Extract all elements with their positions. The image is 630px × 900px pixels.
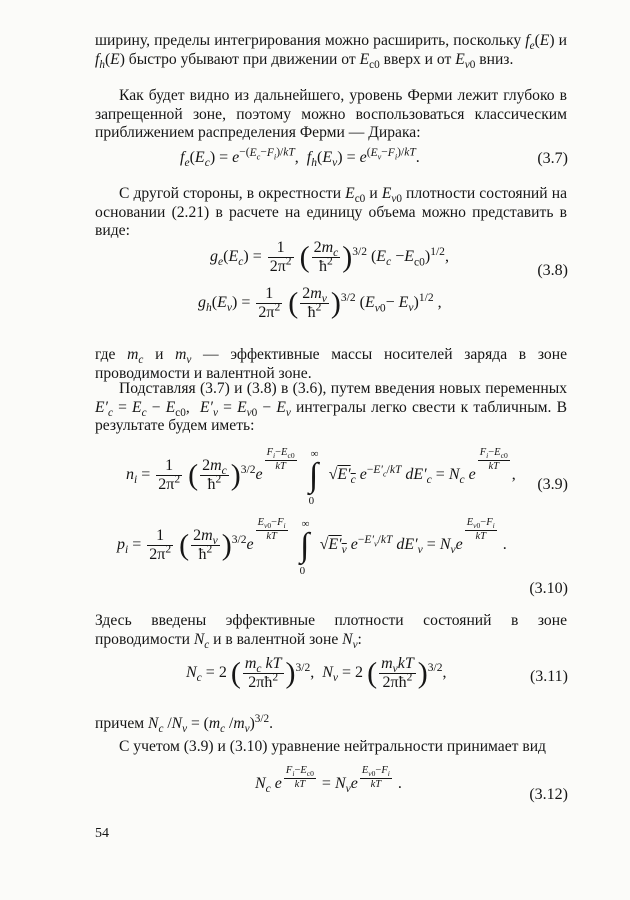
paragraph-3: С другой стороны, в окрестности $E_{c0}$ и $E_{v0}$ плотности состояний на основании (2.21) в расчете на единицу объема можно представить в виде:	[95, 185, 567, 240]
paragraph-1: ширину, пределы интегрирования можно расширить, поскольку $f_e(E)$ и $f_h(E)$ быстро убывают при движении от $E_{c0}$ вверх и от $E_{v0}$ вниз.	[95, 32, 567, 71]
paragraph-8: С учетом (3.9) и (3.10) уравнение нейтральности принимает вид	[119, 738, 546, 755]
equation-3-8-ge: $g_e(E_c)$ = $\frac{1}{2\pi^2}$ ( $\frac{2m_c}{ħ^2}$ )$^{3/2}$ $(E_c -E_{c0})^{1/2}$,	[210, 239, 449, 275]
page-number: 54	[95, 826, 109, 841]
paragraph-6: Здесь введены эффективные плотности состояний в зоне проводимости $N_c$ и в валентной зоне $N_v$:	[95, 612, 567, 651]
equation-number-3-11: (3.11)	[529, 668, 568, 685]
equation-3-12: $N_c$ e $\frac{F_i-E_{c0}}{kT}$ = $N_ve$ $\frac{E_{v0}-F_i}{kT}$ .	[255, 765, 402, 796]
equation-3-7: $f_e(E_c) = e^{-(E_c-F_i)/kT}$, $f_h(E_v) = e^{(E_v-F_i)/kT}$.	[180, 146, 420, 170]
equation-number-3-9: (3.9)	[537, 476, 568, 493]
paragraph-7: причем $N_c$ $/N_v = (m_c$ $/m_v)^{3/2}$.	[95, 712, 274, 736]
equation-number-3-8: (3.8)	[537, 262, 568, 279]
equation-number-3-10: (3.10)	[529, 580, 568, 597]
equation-3-9: $n_i$ = $\frac{1}{2\pi^2}$ ( $\frac{2m_c}{ħ^2}$ )$^{3/2}$e $\frac{F_i-E_{c0}}{kT}$ ∫ ∞ 0 $√E'_c$ $e^{-E'_c/kT}$ $dE'_c = N_c$ e $\frac{F_i-E_{c0}}{kT}$ ,	[126, 447, 516, 507]
paragraph-2: Как будет видно из дальнейшего, уровень Ферми лежит глубоко в запрещенной зоне, поэтому можно воспользоваться классическим приближением распределения Ферми — Дирака:	[95, 87, 567, 142]
equation-3-8-gh: $g_h(E_v)$ = $\frac{1}{2\pi^2}$ ( $\frac{2m_v}{ħ^2}$ )$^{3/2}$ $(E_{v0}- E_v)^{1/2}$ ,	[198, 285, 442, 321]
equation-number-3-7: (3.7)	[537, 150, 568, 167]
paragraph-4: где $m_c$ и $m_v$ — эффективные массы носителей заряда в зоне проводимости и валентной зоне.	[95, 346, 567, 382]
equation-3-10: $p_i$ = $\frac{1}{2\pi^2}$ ( $\frac{2m_v}{ħ^2}$ )$^{3/2}$e $\frac{E_{v0}-F_i}{kT}$ ∫ ∞ 0 $√E'_v$ $e^{-E'_v/kT}$ $dE'_v = N_ve$ $\frac{E_{v0}-F_i}{kT}$ .	[117, 517, 507, 577]
equation-number-3-12: (3.12)	[529, 786, 568, 803]
equation-3-11: $N_c = 2$ ( $\frac{m_c kT}{2\pi ħ^2}$ )$^{3/2}$, $N_v = 2$ ( $\frac{m_vkT}{2\pi ħ^2}$ )$^{3/2}$,	[186, 655, 447, 691]
paragraph-5: Подставляя (3.7) и (3.8) в (3.6), путем введения новых переменных $E'_c = E_c - E_{c0}$, $E'_v = E_{v0} - E_v$ интегралы легко свести к табличным. В результате будем иметь:	[95, 380, 568, 435]
